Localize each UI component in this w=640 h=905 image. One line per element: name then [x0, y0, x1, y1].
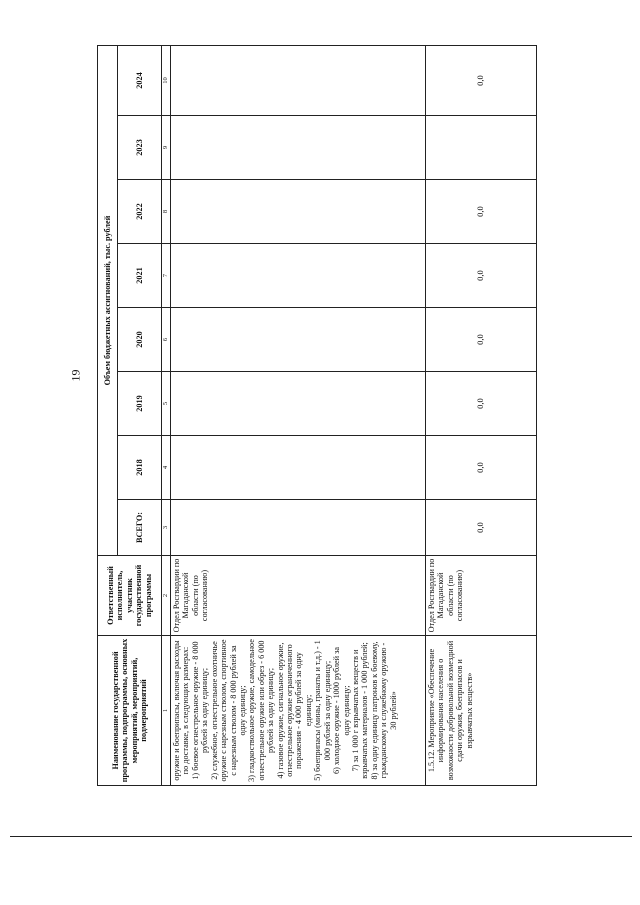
row-name-line: 4) газовое оружие, сигнальное оружие, огнестрельное оружие ограниченного поражения - 4 000 рублей за одну единицу;	[275, 642, 313, 779]
value-cell: 0,0	[426, 244, 537, 308]
column-number: 10	[162, 46, 171, 116]
value-cell	[171, 46, 426, 116]
column-number: 6	[162, 308, 171, 372]
row-name-line: 2) служебное, огнестрельное охотничье оружие с нарезным стволом, спортивное с нарезным стволом - 8 000 рублей за одну единицу;	[209, 639, 247, 782]
column-number: 8	[162, 180, 171, 244]
row-name-line: 1.5.12. Мероприятие «Обеспечение информирования населения о возможности добровольной возмездной сдачи оружия, боеприпасов и взрывчатых веществ»	[427, 640, 474, 781]
row-name-line: 5) боеприпасы (мины, гранаты и т.д.) - 1 000 рублей за одну единицу;	[313, 640, 332, 781]
value-cell	[426, 116, 537, 180]
header-year: 2018	[118, 436, 162, 500]
row-name-line: 6) холодное оружие - 1000 рублей за одну единицу;	[332, 647, 351, 774]
header-year: 2020	[118, 308, 162, 372]
column-number: 1	[162, 636, 171, 786]
value-cell	[171, 436, 426, 500]
value-cell: 0,0	[426, 180, 537, 244]
header-year: 2022	[118, 180, 162, 244]
header-budget-group: Объем бюджетных ассигнований, тыс. рублей	[98, 46, 118, 556]
table-row	[171, 46, 426, 786]
header-total: ВСЕГО:	[118, 500, 162, 556]
column-number: 9	[162, 116, 171, 180]
column-number: 4	[162, 436, 171, 500]
header-year: 2023	[118, 116, 162, 180]
row-name-line: 8) за одну единицу патронов к боевому, гражданскому и служебному оружию - 30 рублей»	[369, 641, 398, 780]
row-name-line: 1) боевое огнестрельное оружие - 8 000 рублей за одну единицу;	[190, 641, 210, 780]
column-number: 7	[162, 244, 171, 308]
page-number: 19	[68, 369, 83, 382]
header-year: 2021	[118, 244, 162, 308]
header-executor: Ответственный исполнитель, участник государственной программы	[98, 556, 162, 636]
rotated-table-container	[97, 46, 537, 786]
value-cell	[171, 180, 426, 244]
row-executor-cell: Отдел Росгвардии по Магаданской области (по согласованию)	[426, 556, 537, 636]
row-name-line: 3) гладкоствольное оружие, самодельное огнестрельное оружие или обрез - 6 000 рублей за одну единицу;	[247, 639, 276, 782]
row-name-cell	[171, 636, 426, 786]
row-executor-cell: Отдел Росгвардии по Магаданской области (по согласованию)	[171, 556, 426, 636]
column-number: 3	[162, 500, 171, 556]
row-name-line: 7) за 1 000 г взрывчатых веществ и взрывчатых материалов - 1 000 рублей;	[351, 642, 370, 779]
column-number: 5	[162, 372, 171, 436]
value-cell: 0,0	[426, 372, 537, 436]
table-row	[426, 46, 537, 786]
budget-table	[97, 45, 537, 786]
row-name-line: оружие и боеприпасы, включая расходы по доставке, в следующих размерах:	[172, 640, 191, 781]
value-cell	[171, 500, 426, 556]
column-number: 2	[162, 556, 171, 636]
value-cell: 0,0	[426, 500, 537, 556]
value-cell: 0,0	[426, 46, 537, 116]
value-cell: 0,0	[426, 436, 537, 500]
value-cell	[171, 372, 426, 436]
value-cell	[171, 308, 426, 372]
header-year: 2024	[118, 46, 162, 116]
value-cell: 0,0	[426, 308, 537, 372]
row-name-cell	[426, 636, 537, 786]
header-name: Наименование государственной программы, подпрограммы, основных мероприятий, мероприятий, подмероприятий	[98, 636, 162, 786]
value-cell	[171, 116, 426, 180]
header-year: 2019	[118, 372, 162, 436]
bottom-divider	[10, 836, 632, 837]
value-cell	[171, 244, 426, 308]
